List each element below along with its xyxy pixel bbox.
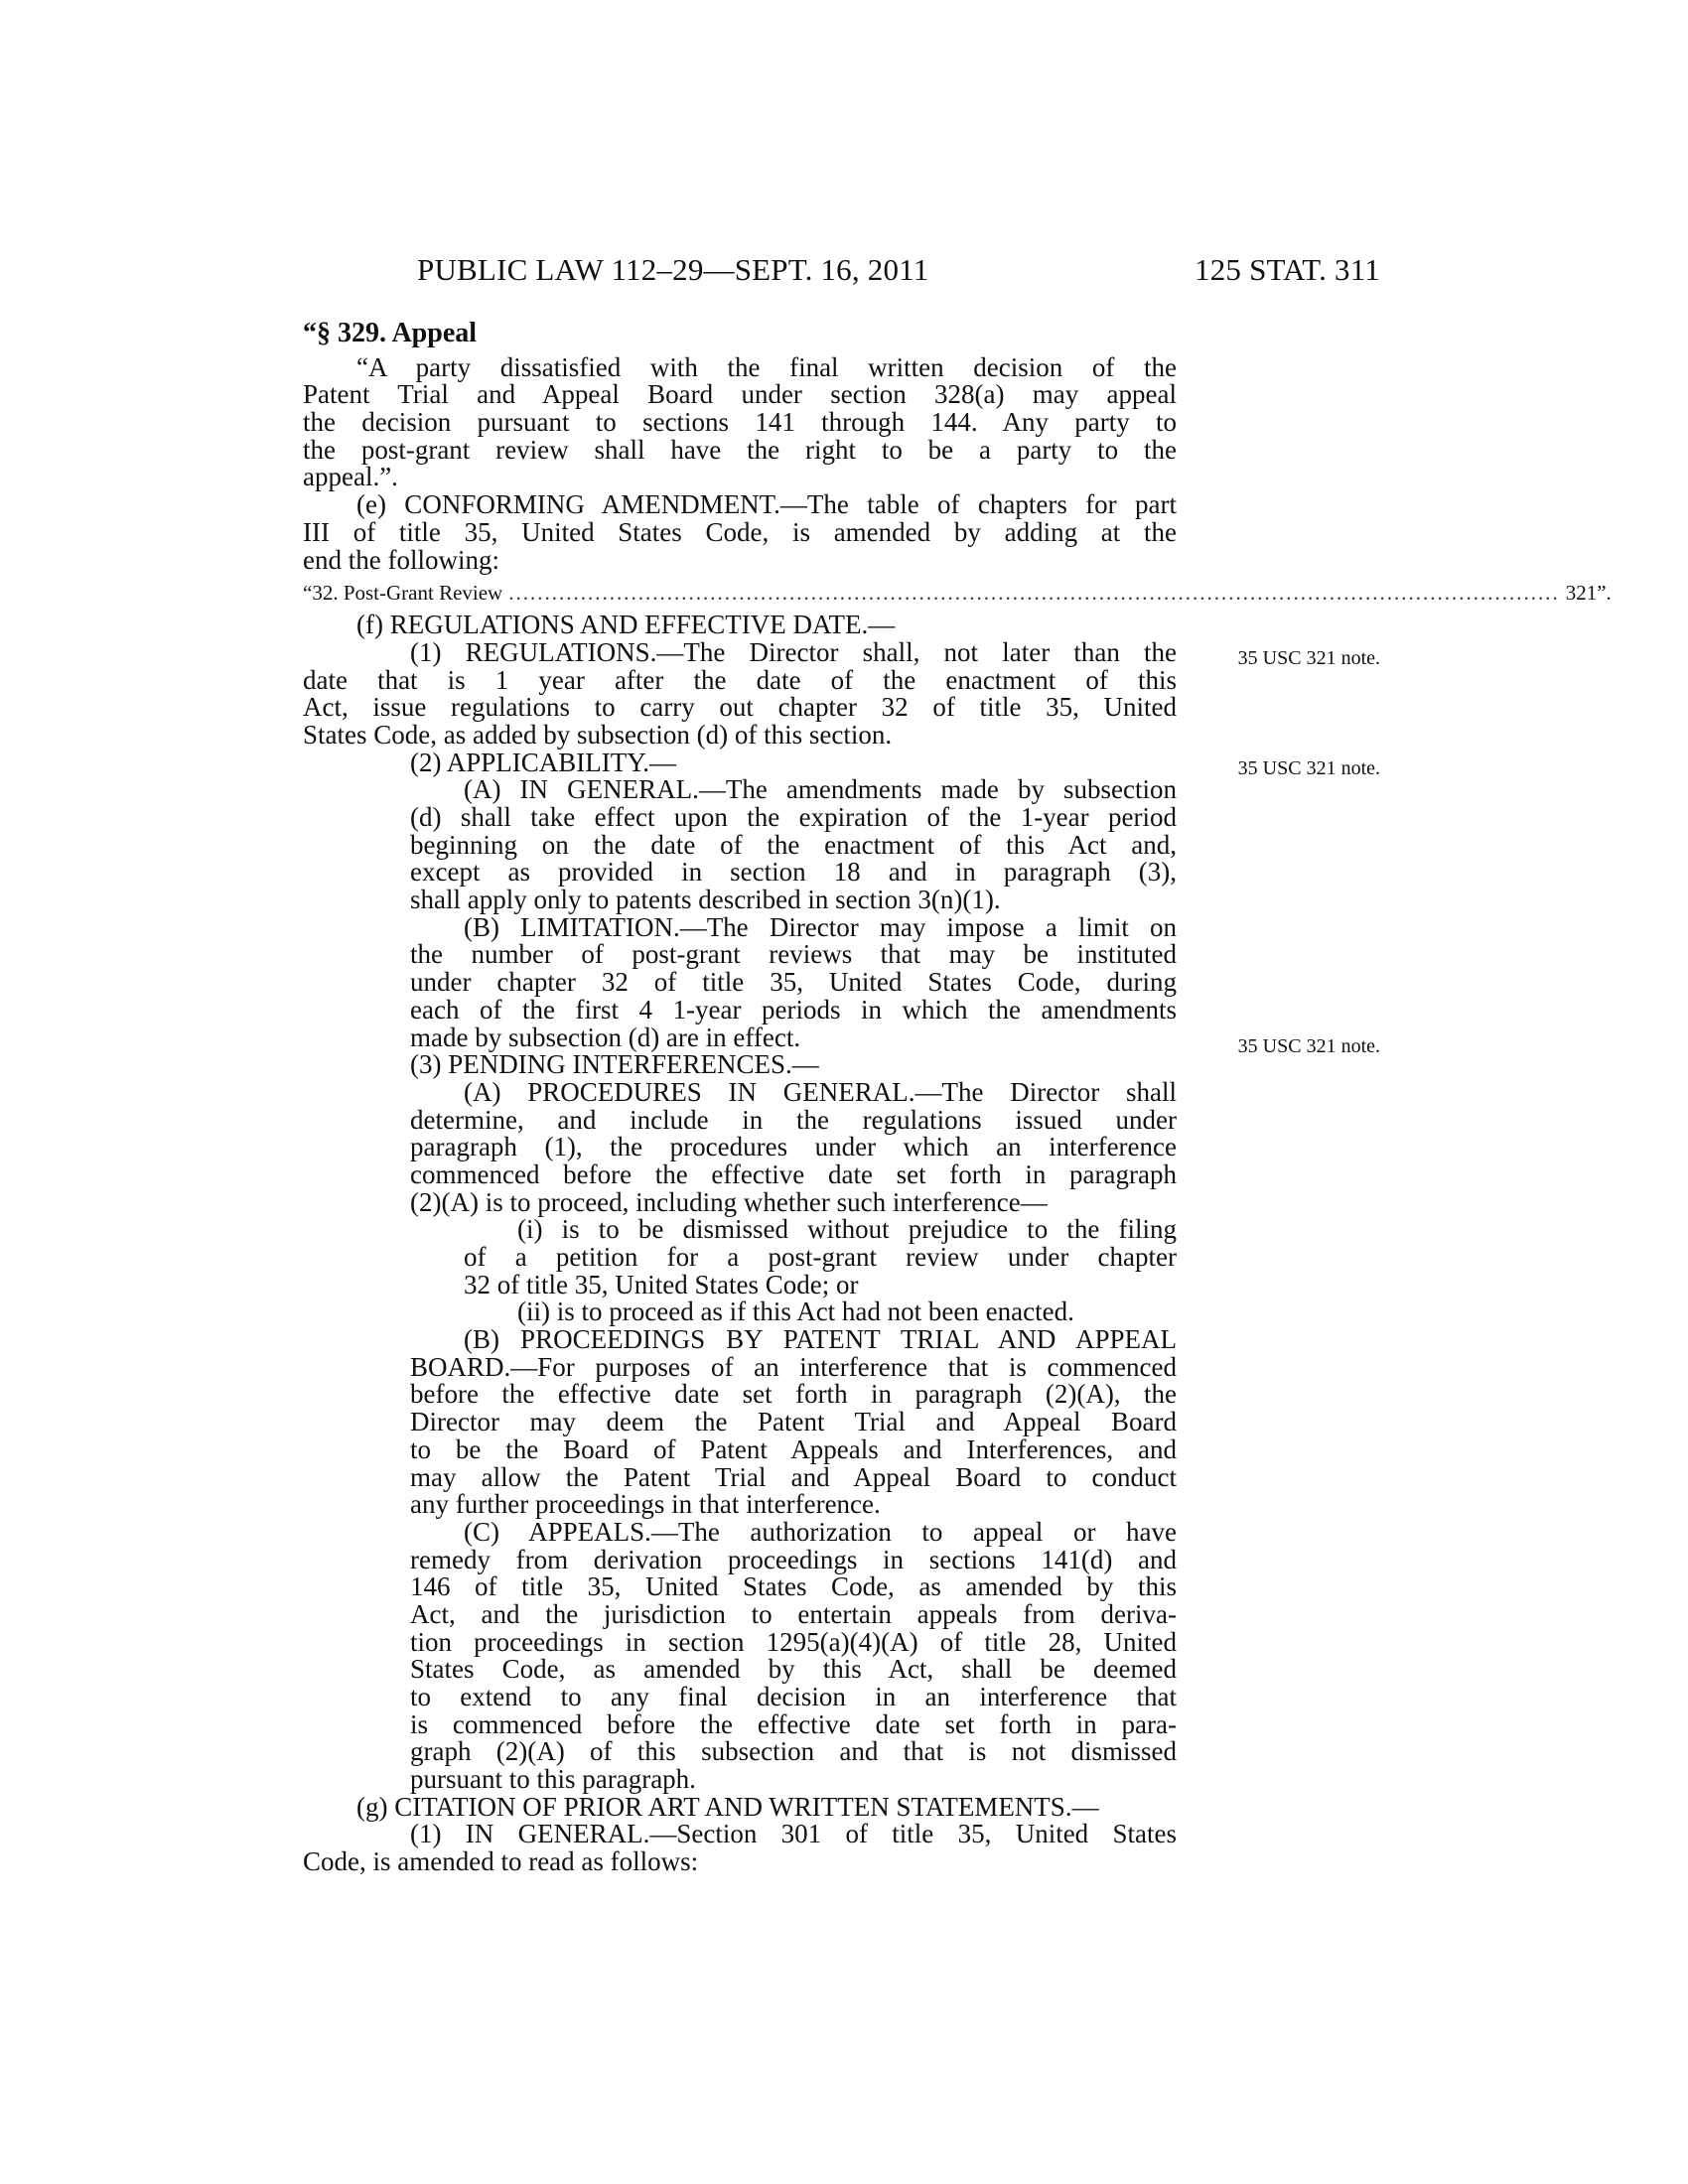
text-line: the post-grant review shall have the right to be a party to the — [303, 434, 1177, 465]
public-law-citation: PUBLIC LAW 112–29—SEPT. 16, 2011 — [417, 252, 929, 287]
text-line: the decision pursuant to sections 141 through 144. Any party to — [303, 407, 1177, 438]
text-line: (e) CONFORMING AMENDMENT.—The table of chapters for part — [356, 489, 1177, 520]
text-line: paragraph (1), the procedures under which an interference — [410, 1132, 1177, 1162]
text-line: (C) APPEALS.—The authorization to appeal or have — [464, 1516, 1177, 1547]
text-line: appeal.”. — [303, 462, 398, 492]
text-line: graph (2)(A) of this subsection and that is not dismissed — [410, 1736, 1177, 1767]
text-line: tion proceedings in section 1295(a)(4)(A) of title 28, United — [410, 1626, 1177, 1657]
text-line: (B) PROCEEDINGS BY PATENT TRIAL AND APPEAL — [464, 1324, 1177, 1355]
toc-section-number: 321”. — [1565, 581, 1612, 606]
text-line: may allow the Patent Trial and Appeal Board to conduct — [410, 1461, 1177, 1492]
text-line: (d) shall take effect upon the expiration of the 1-year period — [410, 802, 1177, 833]
text-line: date that is 1 year after the date of the enactment of this — [303, 664, 1177, 695]
text-line: Act, and the jurisdiction to entertain appeals from deriva- — [410, 1598, 1177, 1629]
text-line: (2)(A) is to proceed, including whether such interference— — [410, 1186, 1048, 1217]
text-line: States Code, as added by subsection (d) of this section. — [303, 719, 893, 750]
text-line: (1) IN GENERAL.—Section 301 of title 35, United States — [410, 1819, 1177, 1849]
text-line: is commenced before the effective date set forth in para- — [410, 1708, 1177, 1739]
text-line: III of title 35, United States Code, is amended by adding at the — [303, 516, 1177, 547]
text-line: (A) IN GENERAL.—The amendments made by subsection — [464, 774, 1177, 805]
text-line: (1) REGULATIONS.—The Director shall, not later than the — [410, 636, 1177, 667]
text-line: (g) CITATION OF PRIOR ART AND WRITTEN STATEMENTS.— — [356, 1791, 1099, 1822]
text-line: to extend to any final decision in an interference that — [410, 1682, 1177, 1712]
text-line: determine, and include in the regulations issued under — [410, 1104, 1177, 1135]
text-line: any further proceedings in that interference. — [410, 1489, 881, 1520]
toc-chapter-title: “32. Post-Grant Review — [303, 581, 503, 606]
text-line: commenced before the effective date set forth in paragraph — [410, 1159, 1177, 1189]
text-line: Code, is amended to read as follows: — [303, 1846, 699, 1877]
margin-note: 35 USC 321 note. — [1237, 1035, 1380, 1057]
toc-dot-leader: .................................................................................................................................................. — [508, 581, 1560, 606]
text-line: (f) REGULATIONS AND EFFECTIVE DATE.— — [356, 610, 896, 640]
text-line: to be the Board of Patent Appeals and Interferences, and — [410, 1433, 1177, 1464]
text-line: of a petition for a post-grant review under chapter — [464, 1242, 1177, 1273]
text-line: (A) PROCEDURES IN GENERAL.—The Director shall — [464, 1076, 1177, 1107]
text-line: (ii) is to proceed as if this Act had not been enacted. — [517, 1297, 1074, 1327]
text-line: 32 of title 35, United States Code; or — [464, 1269, 859, 1299]
text-line: (2) APPLICABILITY.— — [410, 747, 677, 777]
text-line: except as provided in section 18 and in paragraph (3), — [410, 857, 1177, 887]
text-line: pursuant to this paragraph. — [410, 1764, 696, 1795]
text-line: (B) LIMITATION.—The Director may impose a limit on — [464, 911, 1177, 942]
text-line: “A party dissatisfied with the final written decision of the — [356, 351, 1177, 382]
section-heading: “§ 329. Appeal — [303, 318, 478, 348]
statute-page-number: 125 STAT. 311 — [1195, 252, 1380, 287]
text-line: made by subsection (d) are in effect. — [410, 1022, 801, 1052]
text-line: before the effective date set forth in paragraph (2)(A), the — [410, 1379, 1177, 1410]
text-line: end the following: — [303, 544, 499, 575]
text-line: (3) PENDING INTERFERENCES.— — [410, 1049, 819, 1080]
margin-note: 35 USC 321 note. — [1237, 757, 1380, 779]
text-line: remedy from derivation proceedings in sections 141(d) and — [410, 1544, 1177, 1574]
text-line: (i) is to be dismissed without prejudice to the filing — [517, 1214, 1177, 1245]
text-line: Patent Trial and Appeal Board under section 328(a) may appeal — [303, 379, 1177, 410]
text-line: under chapter 32 of title 35, United States Code, during — [410, 967, 1177, 998]
text-line: shall apply only to patents described in section 3(n)(1). — [410, 885, 1001, 915]
margin-note: 35 USC 321 note. — [1237, 647, 1380, 669]
text-line: beginning on the date of the enactment of this Act and, — [410, 829, 1177, 860]
text-line: each of the first 4 1-year periods in which the amendments — [410, 994, 1177, 1024]
text-line: the number of post-grant reviews that may be instituted — [410, 939, 1177, 970]
text-line: Act, issue regulations to carry out chapter 32 of title 35, United — [303, 692, 1177, 723]
text-line: Director may deem the Patent Trial and Appeal Board — [410, 1407, 1177, 1437]
table-of-chapters-entry — [303, 578, 1612, 608]
text-line: BOARD.—For purposes of an interference that is commenced — [410, 1351, 1177, 1382]
text-line: 146 of title 35, United States Code, as amended by this — [410, 1571, 1177, 1602]
text-line: States Code, as amended by this Act, shall be deemed — [410, 1654, 1177, 1685]
page-header — [417, 252, 1380, 292]
